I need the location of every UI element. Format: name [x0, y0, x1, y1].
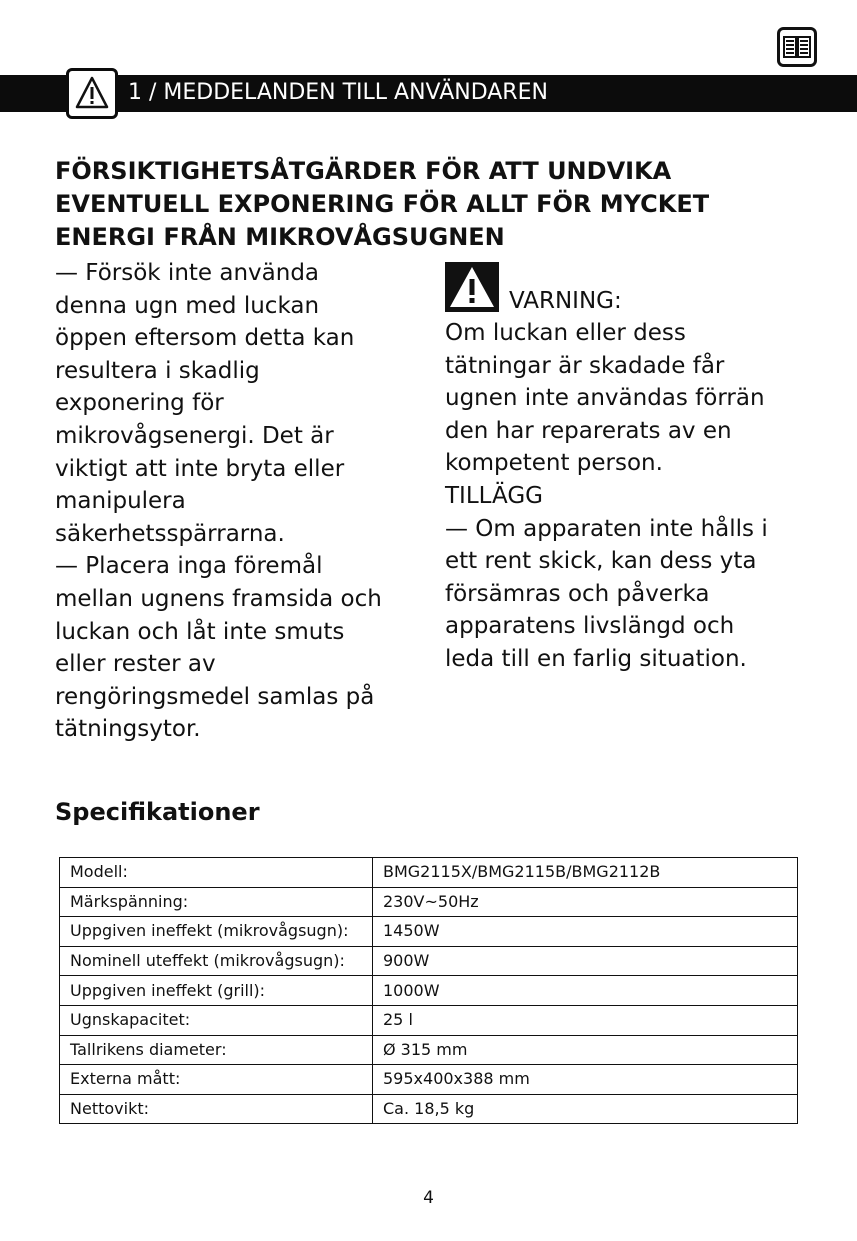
- text-line: tätningsytor.: [55, 716, 201, 743]
- heading-line: EVENTUELL EXPONERING FÖR ALLT FÖR MYCKET: [55, 190, 710, 218]
- text-line: — Försök inte använda: [55, 260, 320, 286]
- text-line: öppen eftersom detta kan: [55, 325, 355, 352]
- text-line: eller rester av: [55, 651, 216, 678]
- specifications-heading: Specifikationer: [55, 798, 260, 826]
- text-line: luckan och låt inte smuts: [55, 618, 345, 645]
- warning-sign-icon: [445, 262, 499, 312]
- spec-value: 900W: [373, 946, 798, 976]
- instruction-manual-icon: [777, 27, 817, 67]
- warning-label: VARNING:: [509, 288, 622, 314]
- spec-value: 25 l: [373, 1005, 798, 1035]
- warning-notice: [445, 262, 835, 317]
- left-column-text: [55, 257, 415, 746]
- spec-value: Ca. 18,5 kg: [373, 1094, 798, 1124]
- table-row: [60, 976, 798, 1006]
- text-line: manipulera: [55, 488, 186, 515]
- spec-value: BMG2115X/BMG2115B/BMG2112B: [373, 858, 798, 888]
- text-line: tätningar är skadade får: [445, 352, 725, 379]
- table-row: [60, 858, 798, 888]
- text-line: den har reparerats av en: [445, 417, 732, 444]
- text-line: försämras och påverka: [445, 580, 710, 607]
- section-heading: [55, 155, 815, 254]
- spec-value: Ø 315 mm: [373, 1035, 798, 1065]
- table-row: [60, 887, 798, 917]
- text-line: leda till en farlig situation.: [445, 645, 747, 672]
- text-line: ett rent skick, kan dess yta: [445, 548, 757, 575]
- spec-value: 1450W: [373, 917, 798, 947]
- spec-value: 595x400x388 mm: [373, 1065, 798, 1095]
- spec-label: Tallrikens diameter:: [60, 1035, 373, 1065]
- heading-line: ENERGI FRÅN MIKROVÅGSUGNEN: [55, 223, 505, 251]
- text-line: TILLÄGG: [445, 482, 543, 509]
- heading-line: FÖRSIKTIGHETSÅTGÄRDER FÖR ATT UNDVIKA: [55, 157, 672, 185]
- table-row: [60, 1065, 798, 1095]
- text-line: ugnen inte användas förrän: [445, 385, 765, 412]
- text-line: mellan ugnens framsida och: [55, 585, 382, 612]
- text-line: — Om apparaten inte hålls i: [445, 515, 768, 542]
- spec-label: Märkspänning:: [60, 887, 373, 917]
- spec-value: 230V~50Hz: [373, 887, 798, 917]
- text-line: exponering för: [55, 390, 224, 417]
- spec-label: Nominell uteffekt (mikrovågsugn):: [60, 946, 373, 976]
- specifications-table: [59, 857, 798, 1124]
- page-number: 4: [423, 1188, 434, 1208]
- spec-value: 1000W: [373, 976, 798, 1006]
- text-line: Om luckan eller dess: [445, 320, 686, 346]
- text-line: denna ugn med luckan: [55, 292, 320, 319]
- text-line: säkerhetsspärrarna.: [55, 520, 285, 547]
- text-line: rengöringsmedel samlas på: [55, 683, 375, 710]
- table-row: [60, 946, 798, 976]
- text-line: mikrovågsenergi. Det är: [55, 422, 334, 449]
- spec-label: Uppgiven ineffekt (mikrovågsugn):: [60, 917, 373, 947]
- text-line: resultera i skadlig: [55, 357, 260, 384]
- text-line: kompetent person.: [445, 450, 663, 477]
- table-row: [60, 917, 798, 947]
- spec-label: Ugnskapacitet:: [60, 1005, 373, 1035]
- warning-triangle-icon: [66, 68, 118, 119]
- table-row: [60, 1035, 798, 1065]
- text-line: viktigt att inte bryta eller: [55, 455, 345, 482]
- spec-label: Uppgiven ineffekt (grill):: [60, 976, 373, 1006]
- spec-label: Nettovikt:: [60, 1094, 373, 1124]
- spec-label: Modell:: [60, 858, 373, 888]
- text-line: apparatens livslängd och: [445, 613, 735, 640]
- table-row: [60, 1094, 798, 1124]
- spec-label: Externa mått:: [60, 1065, 373, 1095]
- section-header-title: 1 / MEDDELANDEN TILL ANVÄNDAREN: [128, 80, 548, 105]
- table-row: [60, 1005, 798, 1035]
- right-column-text: [445, 262, 835, 676]
- text-line: — Placera inga föremål: [55, 553, 323, 580]
